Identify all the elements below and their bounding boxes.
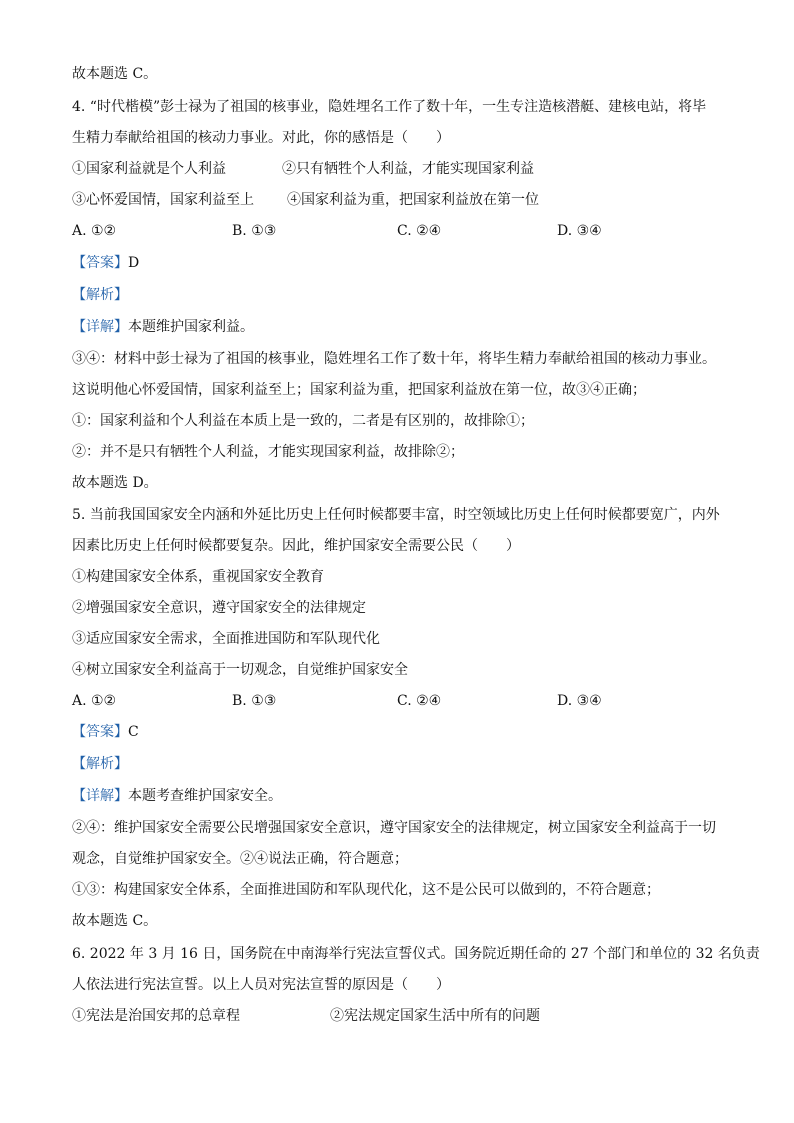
question-4-statement-4: ④国家利益为重，把国家利益放在第一位: [287, 192, 539, 208]
question-5-statement-2: ②增强国家安全意识，遵守国家安全的法律规定: [72, 600, 366, 616]
question-4-stem-line1: 4. “时代楷模”彭士禄为了祖国的核事业，隐姓埋名工作了数十年，一生专注造核潜艇、建核电站，将毕: [72, 99, 707, 115]
question-6-stem-line1: 6. 2022 年 3 月 16 日，国务院在中南海举行宪法宣誓仪式。国务院近期任命的 27 个部门和单位的 32 名负责: [72, 946, 760, 962]
detail-text: 本题维护国家利益。: [128, 319, 254, 335]
question-5-statement-1: ①构建国家安全体系，重视国家安全教育: [72, 569, 324, 585]
question-4-explanation-1: ③④：材料中彭士禄为了祖国的核事业，隐姓埋名工作了数十年，将毕生精力奉献给祖国的核动力事业。: [72, 351, 716, 367]
question-5-choice-c: C. ②④: [397, 693, 442, 709]
question-6-statement-1: ①宪法是治国安邦的总章程: [72, 1008, 240, 1024]
question-4-statement-1: ①国家利益就是个人利益: [72, 161, 226, 177]
question-4-answer: [72, 253, 139, 273]
detail-text: 本题考查维护国家安全。: [128, 788, 282, 804]
answer-tag: 【答案】: [72, 724, 128, 740]
conclusion-q3: 故本题选 C。: [72, 66, 158, 82]
question-5-explanation-3: ①③：构建国家安全体系，全面推进国防和军队现代化，这不是公民可以做到的，不符合题意；: [72, 882, 660, 898]
answer-value: D: [128, 255, 140, 271]
question-5-choice-a: A. ①②: [72, 693, 117, 709]
question-5-stem-line2: 因素比历史上任何时候都要复杂。因此，维护国家安全需要公民（ ）: [72, 538, 520, 554]
question-4-detail: [72, 317, 254, 337]
question-5-statement-3: ③适应国家安全需求，全面推进国防和军队现代化: [72, 631, 380, 647]
question-5-statement-4: ④树立国家安全利益高于一切观念，自觉维护国家安全: [72, 662, 408, 678]
question-5-conclusion: 故本题选 C。: [72, 913, 158, 929]
question-5-stem-line1: 5. 当前我国国家安全内涵和外延比历史上任何时候都要丰富，时空领域比历史上任何时候都要宽广，内外: [72, 507, 720, 523]
question-6-statement-2: ②宪法规定国家生活中所有的问题: [330, 1008, 540, 1024]
question-5-explanation-1: ②④：维护国家安全需要公民增强国家安全意识，遵守国家安全的法律规定，树立国家安全利益高于一切: [72, 820, 716, 836]
question-4-choice-a: A. ①②: [72, 223, 117, 239]
question-5-choice-b: B. ①③: [232, 693, 277, 709]
question-4-conclusion: 故本题选 D。: [72, 475, 158, 491]
question-6-stem-line2: 人依法进行宪法宣誓。以上人员对宪法宣誓的原因是（ ）: [72, 977, 450, 993]
question-4-explanation-2: 这说明他心怀爱国情，国家利益至上；国家利益为重，把国家利益放在第一位，故③④正确；: [72, 382, 646, 398]
question-4-statement-3: ③心怀爱国情，国家利益至上: [72, 192, 254, 208]
question-4-choice-b: B. ①③: [232, 223, 277, 239]
question-4-stem-line2: 生精力奉献给祖国的核动力事业。对此，你的感悟是（ ）: [72, 130, 450, 146]
detail-tag: 【详解】: [72, 788, 128, 804]
question-5-explanation-2: 观念，自觉维护国家安全。②④说法正确，符合题意；: [72, 851, 408, 867]
question-5-detail: [72, 786, 282, 806]
question-4-statement-2: ②只有牺牲个人利益，才能实现国家利益: [282, 161, 534, 177]
answer-value: C: [128, 724, 139, 740]
question-4-choice-c: C. ②④: [397, 223, 442, 239]
question-4-explanation-3: ①：国家利益和个人利益在本质上是一致的，二者是有区别的，故排除①；: [72, 413, 534, 429]
question-4-analysis-tag: 【解析】: [72, 287, 128, 303]
question-4-choice-d: D. ③④: [557, 223, 602, 239]
question-4-explanation-4: ②：并不是只有牺牲个人利益，才能实现国家利益，故排除②；: [72, 444, 464, 460]
detail-tag: 【详解】: [72, 319, 128, 335]
question-5-answer: [72, 722, 139, 742]
question-5-analysis-tag: 【解析】: [72, 756, 128, 772]
answer-tag: 【答案】: [72, 255, 128, 271]
question-5-choice-d: D. ③④: [557, 693, 602, 709]
